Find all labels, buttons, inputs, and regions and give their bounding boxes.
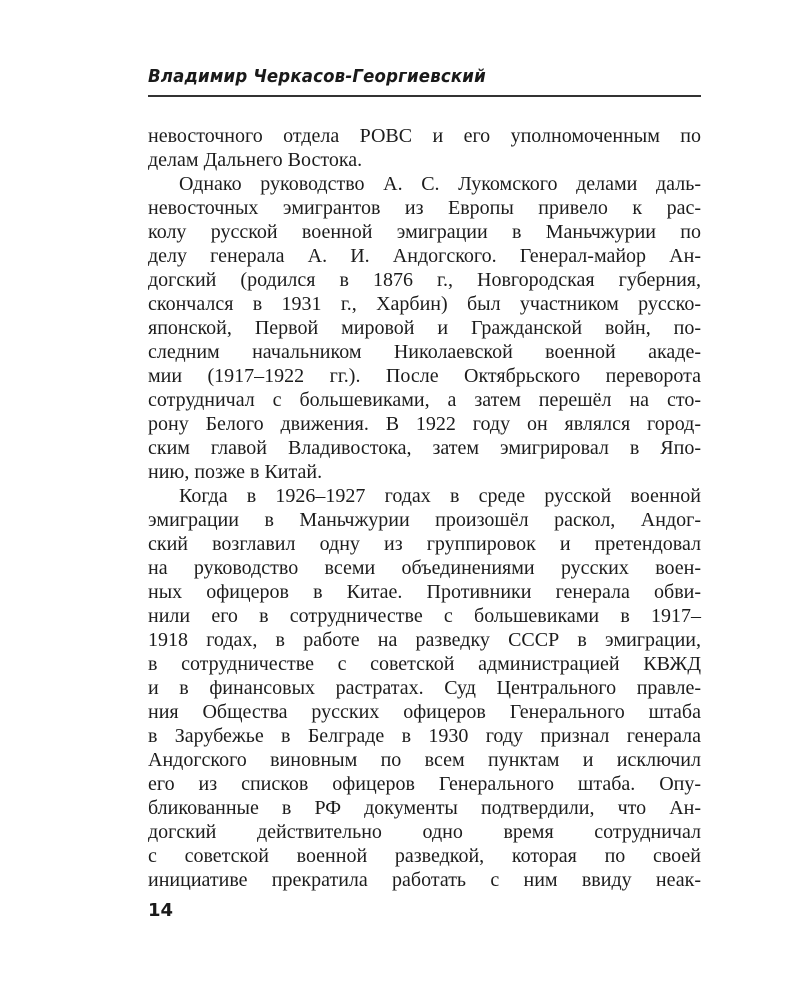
text-line: Андогского виновным по всем пунктам и исключил xyxy=(148,749,701,771)
text-line: колу русской военной эмиграции в Маньчжурии по xyxy=(148,221,701,243)
text-line: ния Общества русских офицеров Генерального штаба xyxy=(148,701,701,723)
body-text xyxy=(148,124,701,892)
text-line: и в финансовых растратах. Суд Центрального правле- xyxy=(148,677,701,699)
running-head-author: Владимир Черкасов-Георгиевский xyxy=(148,66,486,87)
header-rule xyxy=(148,95,701,97)
text-line: в сотрудничестве с советской администрацией КВЖД xyxy=(148,653,701,675)
text-line: догский (родился в 1876 г., Новгородская губерния, xyxy=(148,269,701,291)
text-line: следним начальником Николаевской военной акаде- xyxy=(148,341,701,363)
text-line: рону Белого движения. В 1922 году он являлся город- xyxy=(148,413,701,435)
text-line: бликованные в РФ документы подтвердили, что Ан- xyxy=(148,797,701,819)
text-line: делу генерала А. И. Андогского. Генерал-майор Ан- xyxy=(148,245,701,267)
text-line: нию, позже в Китай. xyxy=(148,461,323,483)
paragraph-first-line: Когда в 1926–1927 годах в среде русской военной xyxy=(179,485,701,507)
text-line: с советской военной разведкой, которая по своей xyxy=(148,845,701,867)
text-line: скончался в 1931 г., Харбин) был участником русско- xyxy=(148,293,701,315)
page-number: 14 xyxy=(148,900,174,921)
text-line: догский действительно одно время сотрудничал xyxy=(148,821,701,843)
text-line: на руководство всеми объединениями русских воен- xyxy=(148,557,701,579)
text-line: его из списков офицеров Генерального штаба. Опу- xyxy=(148,773,701,795)
text-line: ных офицеров в Китае. Противники генерала обви- xyxy=(148,581,701,603)
paragraph-first-line: Однако руководство А. С. Лукомского делами даль- xyxy=(179,173,701,195)
text-line: 1918 годах, в работе на разведку СССР в эмиграции, xyxy=(148,629,701,651)
text-line: делам Дальнего Востока. xyxy=(148,149,363,171)
text-line: инициативе прекратила работать с ним ввиду неак- xyxy=(148,869,701,891)
text-line: в Зарубежье в Белграде в 1930 году признал генерала xyxy=(148,725,701,747)
text-line: мии (1917–1922 гг.). После Октябрьского переворота xyxy=(148,365,701,387)
text-line: сотрудничал с большевиками, а затем перешёл на сто- xyxy=(148,389,701,411)
text-line: невосточного отдела РОВС и его уполномоченным по xyxy=(148,125,701,147)
text-line: ским главой Владивостока, затем эмигрировал в Япо- xyxy=(148,437,701,459)
text-line: японской, Первой мировой и Гражданской войн, по- xyxy=(148,317,701,339)
text-line: эмиграции в Маньчжурии произошёл раскол, Андог- xyxy=(148,509,701,531)
text-line: невосточных эмигрантов из Европы привело к рас- xyxy=(148,197,701,219)
text-line: нили его в сотрудничестве с большевиками в 1917– xyxy=(148,605,701,627)
text-line: ский возглавил одну из группировок и претендовал xyxy=(148,533,701,555)
